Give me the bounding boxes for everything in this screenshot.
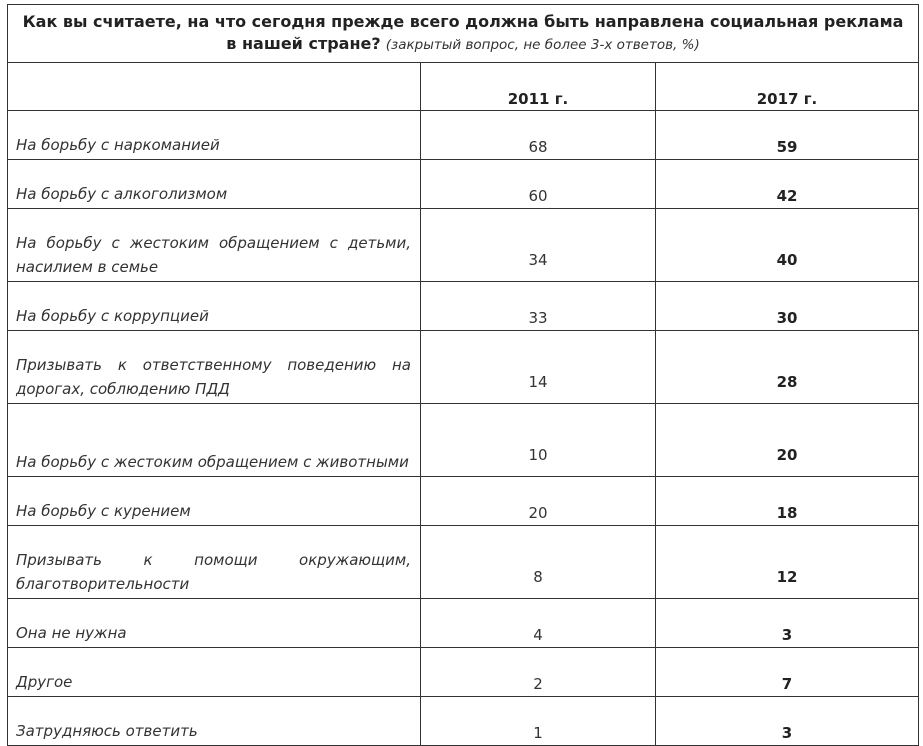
table-row [8, 111, 919, 160]
row-label: Затрудняюсь ответить [8, 697, 421, 746]
title-question: Как вы считаете, на что сегодня прежде всего должна быть направлена социальная реклама в нашей стране? [22, 12, 904, 53]
value-2011: 60 [421, 160, 656, 209]
value-2011: 14 [421, 331, 656, 404]
row-label: На борьбу с курением [8, 477, 421, 526]
header-label-cell [8, 63, 421, 111]
value-2011: 4 [421, 599, 656, 648]
row-label: Призывать к помощи окружающим, благотворительности [8, 526, 421, 599]
value-2017: 59 [656, 111, 919, 160]
value-2011: 8 [421, 526, 656, 599]
value-2017: 18 [656, 477, 919, 526]
value-2011: 1 [421, 697, 656, 746]
row-label: Призывать к ответственному поведению на дорогах, соблюдению ПДД [8, 331, 421, 404]
table-row [8, 526, 919, 599]
header-2011: 2011 г. [421, 63, 656, 111]
row-label: На борьбу с жестоким обращением с животными [8, 404, 421, 477]
value-2017: 42 [656, 160, 919, 209]
value-2017: 20 [656, 404, 919, 477]
row-label: На борьбу с жестоким обращением с детьми, насилием в семье [8, 209, 421, 282]
value-2011: 2 [421, 648, 656, 697]
table-title [8, 5, 919, 63]
table-row [8, 477, 919, 526]
value-2011: 34 [421, 209, 656, 282]
row-label: Другое [8, 648, 421, 697]
table-row [8, 599, 919, 648]
table-row [8, 648, 919, 697]
value-2017: 28 [656, 331, 919, 404]
value-2011: 20 [421, 477, 656, 526]
value-2017: 30 [656, 282, 919, 331]
table-row [8, 209, 919, 282]
header-row [8, 63, 919, 111]
title-note: (закрытый вопрос, не более 3-х ответов, %) [385, 37, 700, 53]
value-2017: 7 [656, 648, 919, 697]
table-row [8, 331, 919, 404]
row-label: На борьбу с алкоголизмом [8, 160, 421, 209]
row-label: Она не нужна [8, 599, 421, 648]
table-row [8, 697, 919, 746]
row-label: На борьбу с коррупцией [8, 282, 421, 331]
table-row [8, 404, 919, 477]
title-row [8, 5, 919, 63]
value-2017: 40 [656, 209, 919, 282]
value-2011: 68 [421, 111, 656, 160]
value-2017: 3 [656, 599, 919, 648]
value-2017: 12 [656, 526, 919, 599]
value-2011: 10 [421, 404, 656, 477]
survey-table [7, 4, 919, 746]
header-2017: 2017 г. [656, 63, 919, 111]
value-2017: 3 [656, 697, 919, 746]
row-label: На борьбу с наркоманией [8, 111, 421, 160]
table-row [8, 160, 919, 209]
table-row [8, 282, 919, 331]
value-2011: 33 [421, 282, 656, 331]
